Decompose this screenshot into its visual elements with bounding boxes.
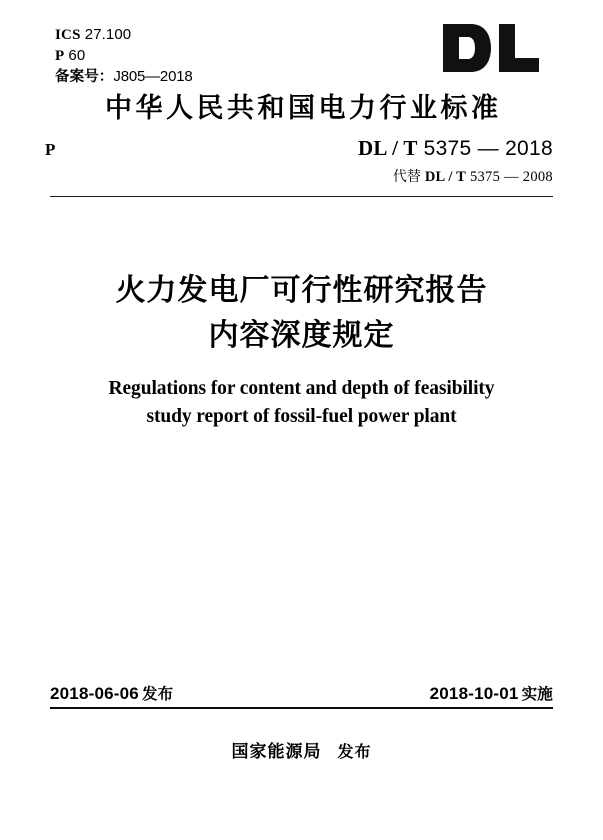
p-code-line bbox=[55, 48, 193, 64]
replaces-line bbox=[358, 166, 553, 186]
document-title-english bbox=[0, 375, 603, 430]
header-meta-block bbox=[55, 27, 193, 90]
ics-label: ICS bbox=[55, 27, 81, 43]
publisher-action: 发布 bbox=[337, 742, 372, 761]
issue-date-value: 2018-06-06 bbox=[50, 684, 139, 703]
replaces-prefix: DL / T bbox=[424, 169, 467, 186]
date-row bbox=[50, 682, 553, 704]
publisher-name: 国家能源局 bbox=[231, 742, 322, 762]
standard-number-digits: 5375 — 2018 bbox=[423, 137, 553, 160]
effective-date-item bbox=[430, 682, 553, 704]
document-title-line-1: 火力发电厂可行性研究报告 bbox=[115, 273, 488, 308]
filing-number-label: 备案号： bbox=[55, 69, 114, 85]
ics-value: 27.100 bbox=[84, 26, 132, 43]
footer-divider-rule bbox=[50, 707, 553, 709]
ics-line bbox=[55, 27, 193, 43]
filing-number-line bbox=[55, 69, 193, 85]
document-title-line-2: 内容深度规定 bbox=[208, 318, 395, 353]
header-divider-rule bbox=[50, 196, 553, 197]
effective-date-label: 实施 bbox=[521, 685, 553, 703]
standard-number-prefix: DL / T bbox=[357, 136, 418, 160]
standard-number-block bbox=[358, 136, 553, 186]
issue-date-item bbox=[50, 682, 173, 704]
national-standard-heading: 中华人民共和国电力行业标准 bbox=[105, 93, 502, 124]
document-title bbox=[0, 268, 603, 358]
standard-number bbox=[358, 136, 553, 161]
p-code-label: P bbox=[55, 48, 65, 64]
classification-letter: P bbox=[45, 140, 56, 159]
replaces-digits: 5375 — 2008 bbox=[469, 169, 553, 186]
document-title-english-line-1: Regulations for content and depth of feasibility bbox=[108, 378, 495, 399]
issue-date-label: 发布 bbox=[141, 685, 174, 703]
p-code-value: 60 bbox=[68, 47, 86, 64]
replaces-label: 代替 bbox=[392, 169, 421, 186]
publisher-line bbox=[0, 737, 603, 762]
dl-logo-icon bbox=[441, 22, 541, 74]
effective-date-value: 2018-10-01 bbox=[429, 684, 519, 703]
document-title-english-line-2: study report of fossil-fuel power plant bbox=[146, 405, 457, 427]
filing-number-value: J805—2018 bbox=[113, 68, 193, 85]
